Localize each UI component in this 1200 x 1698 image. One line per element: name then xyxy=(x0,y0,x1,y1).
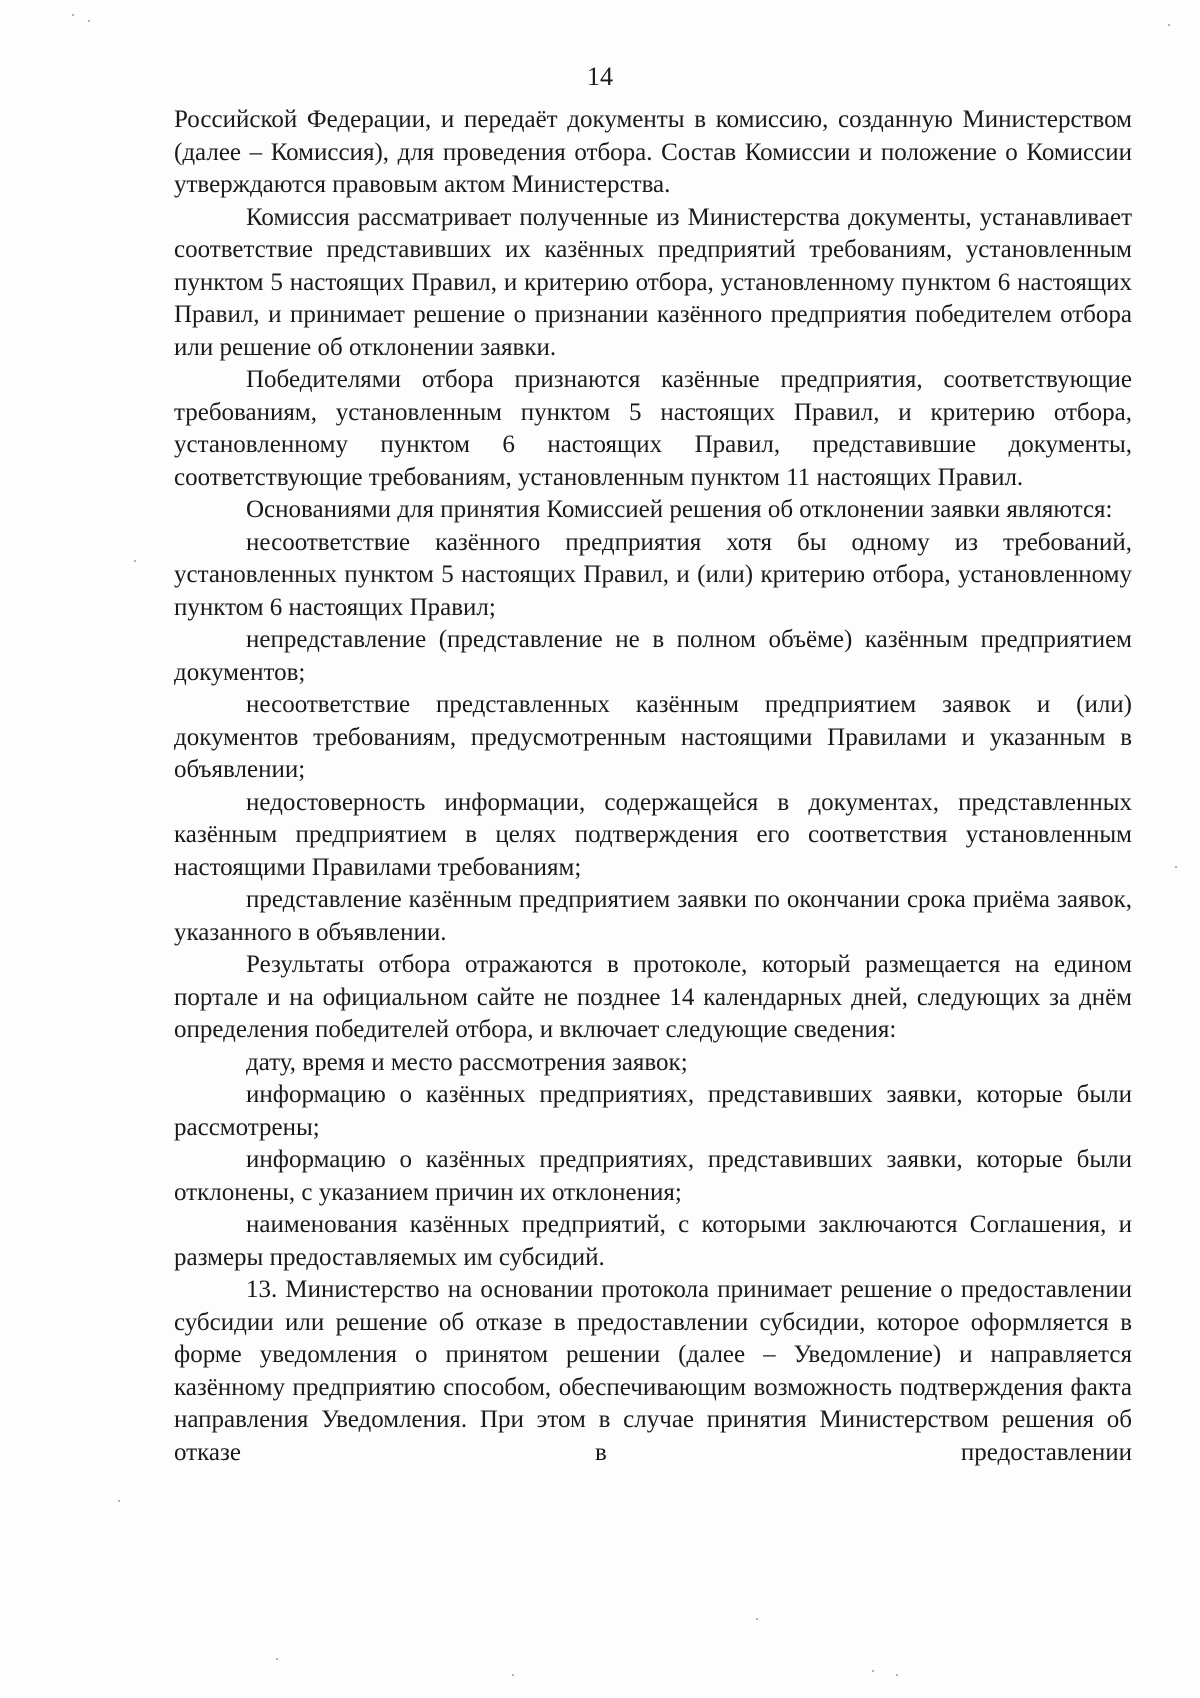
section-13-paragraph: 13. Министерство на основании протокола принимает решение о предоставлении субсидии или решение об отказе в предоставлении субсидии, которое оформляется в форме уведомления о принятом решении (далее – Уведомление) и направляется казённому предприятию способом, обеспечивающим возможность подтверждения факта направления Уведомления. При этом в случае принятия Министерством решения об отказе в предоставлении xyxy=(174,1276,1132,1466)
scan-speck xyxy=(896,1674,898,1676)
list-item: информацию о казённых предприятиях, представивших заявки, которые были отклонены, с указанием причин их отклонения; xyxy=(174,1146,1132,1206)
scan-speck xyxy=(88,20,90,22)
document-body xyxy=(174,104,1132,1469)
list-item: несоответствие казённого предприятия хотя бы одному из требований, установленных пунктом 5 настоящих Правил, и (или) критерию отбора, установленному пунктом 6 настоящих Правил; xyxy=(174,528,1132,621)
paragraph: Российской Федерации, и передаёт документы в комиссию, созданную Министерством (далее – Комиссия), для проведения отбора. Состав Комиссии и положение о Комиссии утверждаются правовым актом Министерства. xyxy=(174,106,1132,198)
scan-speck xyxy=(134,560,136,562)
scan-speck xyxy=(512,1674,514,1676)
paragraph: Основаниями для принятия Комиссией решения об отклонении заявки являются: xyxy=(246,496,1113,523)
paragraph: Победителями отбора признаются казённые предприятия, соответствующие требованиям, установленным пунктом 5 настоящих Правил, и критерию отбора, установленному пунктом 6 настоящих Правил, представившие документы, соответствующие требованиям, установленным пунктом 11 настоящих Правил. xyxy=(174,366,1132,491)
scan-speck xyxy=(118,1500,120,1502)
scan-speck xyxy=(276,1658,278,1660)
list-item: информацию о казённых предприятиях, представивших заявки, которые были рассмотрены; xyxy=(174,1081,1132,1141)
paragraph: Комиссия рассматривает полученные из Министерства документы, устанавливает соответствие представивших их казённых предприятий требованиям, установленным пунктом 5 настоящих Правил, и критерию отбора, установленному пунктом 6 настоящих Правил, и принимает решение о признании казённого предприятия победителем отбора или решение об отклонении заявки. xyxy=(174,203,1132,361)
scan-speck xyxy=(72,14,74,16)
paragraph: Результаты отбора отражаются в протоколе, который размещается на едином портале и на официальном сайте не позднее 14 календарных дней, следующих за днём определения победителей отбора, и включает следующие сведения: xyxy=(174,951,1132,1043)
page-number: 14 xyxy=(587,62,613,91)
scan-speck xyxy=(1168,24,1170,26)
list-item: недостоверность информации, содержащейся в документах, представленных казённым предприятием в целях подтверждения его соответствия установленным настоящими Правилами требованиям; xyxy=(174,788,1132,881)
list-item: представление казённым предприятием заявки по окончании срока приёма заявок, указанного в объявлении. xyxy=(174,886,1132,946)
list-item: несоответствие представленных казённым предприятием заявок и (или) документов требованиям, предусмотренным настоящими Правилами и указанным в объявлении; xyxy=(174,691,1132,783)
scan-speck xyxy=(1175,866,1177,868)
list-item: непредставление (представление не в полном объёме) казённым предприятием документов; xyxy=(174,626,1132,686)
scan-speck xyxy=(756,1618,758,1620)
list-item: дату, время и место рассмотрения заявок; xyxy=(246,1048,688,1076)
scan-speck xyxy=(872,1670,874,1672)
list-item: наименования казённых предприятий, с которыми заключаются Соглашения, и размеры предоставляемых им субсидий. xyxy=(174,1211,1132,1271)
